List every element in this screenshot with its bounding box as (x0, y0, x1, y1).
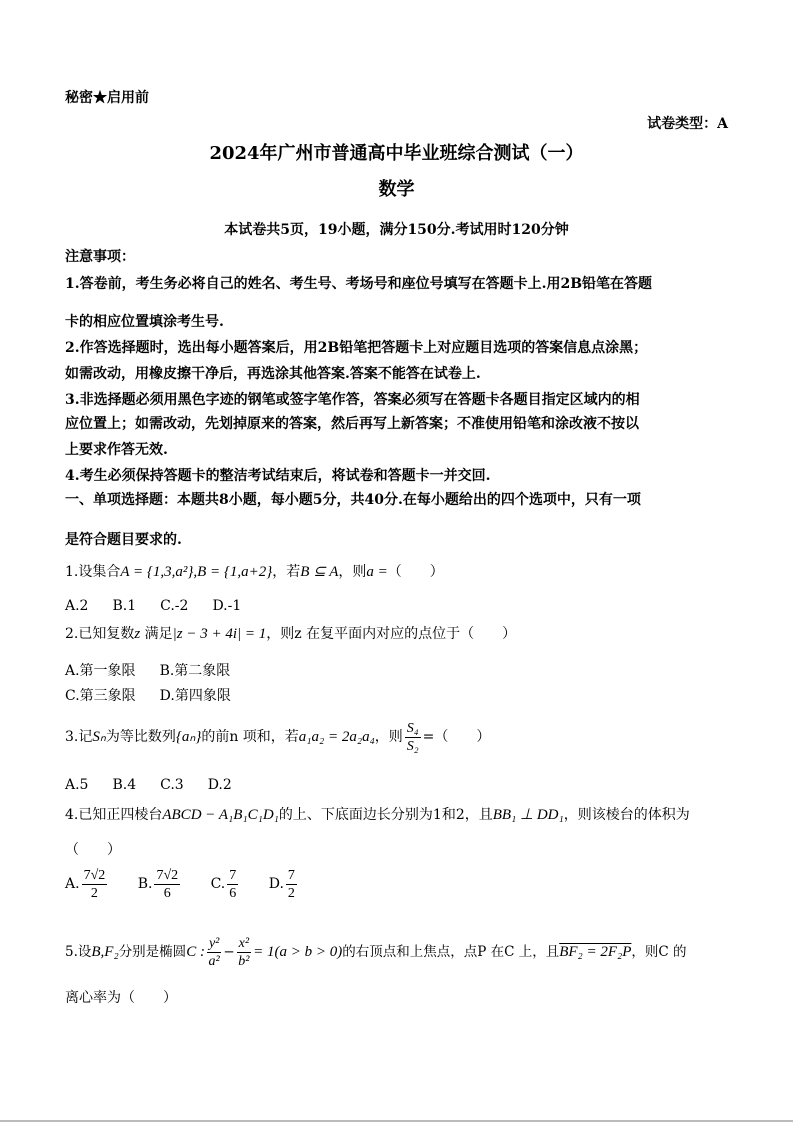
q4-text: 的上、下底面边长分别为1和2，且 (278, 807, 493, 823)
q5-math: = 1(a > b > 0) (253, 944, 343, 960)
q4-math: ABCD − A₁B₁C₁D₁ (162, 807, 279, 823)
option-a[interactable]: A.5 (65, 777, 89, 793)
numerator: y² (208, 936, 220, 951)
denominator: 6 (229, 885, 237, 901)
denominator: 2 (287, 885, 295, 901)
q3-math: Sₙ (92, 729, 106, 745)
option-d[interactable]: D.-1 (212, 598, 242, 614)
q1-text: （ ） (387, 564, 444, 580)
question-3 (65, 719, 490, 755)
q5-math: B,F₂ (91, 944, 119, 960)
option-c[interactable]: C.3 (160, 777, 184, 793)
q1-math: a = (366, 564, 388, 580)
option-label: A. (65, 876, 80, 892)
q2-options (65, 687, 255, 705)
notice-line: 应位置上；如需改动，先划掉原来的答案，然后再写上新答案；不准使用铅笔和涂改液不按以 (65, 416, 639, 432)
q2-options (65, 662, 254, 680)
paper-type: 试卷类型：A (647, 116, 728, 132)
q5-text: ，则C 的 (631, 944, 687, 960)
fraction (82, 867, 108, 902)
section-heading-cont: 是符合题目要求的. (65, 532, 182, 548)
q5-cont: 离心率为（ ） (65, 990, 177, 1006)
numerator: S₄ (406, 720, 419, 736)
q2-math: |z − 3 + 4i| = 1 (172, 626, 267, 642)
fraction (207, 935, 221, 970)
numerator: 7√2 (83, 867, 106, 883)
q2-text: ，则z 在复平面内对应的点位于（ ） (266, 626, 517, 642)
q1-text: ，若 (272, 564, 301, 580)
option-a[interactable]: A.第一象限 (65, 663, 136, 679)
q2-text: 满足 (140, 626, 173, 642)
q3-math: a₁a₂ = 2a₂a₄ (298, 729, 375, 745)
secret-label: 秘密★启用前 (65, 90, 149, 106)
question-5 (65, 934, 687, 970)
option-b[interactable]: B.4 (112, 777, 137, 793)
option-label: D. (268, 876, 284, 892)
option-b[interactable] (138, 866, 182, 902)
notice-line: 卡的相应位置填涂考生号. (65, 314, 224, 330)
q1-text: 1.设集合 (65, 564, 121, 580)
q2-text: 2.已知复数 (65, 626, 135, 642)
q5-vector-math: BF₂ = 2F₂P (559, 944, 632, 960)
option-c[interactable]: C.第三象限 (65, 688, 136, 704)
option-b[interactable]: B.1 (112, 598, 137, 614)
denominator: 2 (90, 885, 98, 901)
q1-math: A = {1,3,a²},B = {1,a+2} (120, 564, 273, 580)
q5-text: 的右顶点和上焦点，点P 在C 上，且 (342, 944, 560, 960)
section-heading: 一、单项选择题：本题共8小题，每小题5分，共40分.在每小题给出的四个选项中，只有一项 (65, 492, 641, 508)
notice-line: 如需改动，用橡皮擦干净后，再选涂其他答案.答案不能答在试卷上. (65, 366, 481, 382)
notice-line: 4.考生必须保持答题卡的整洁考试结束后，将试卷和答题卡一并交回. (65, 468, 491, 484)
q4-text: ，则该棱台的体积为 (563, 807, 690, 823)
q1-math: B ⊆ A (300, 564, 339, 580)
option-d[interactable]: D.2 (207, 777, 232, 793)
denominator: b² (238, 954, 250, 969)
q3-text: 3.记 (65, 729, 93, 745)
exam-info: 本试卷共5页，19小题，满分150分.考试用时120分钟 (224, 222, 569, 238)
q3-text: 为等比数列 (105, 729, 176, 745)
option-label: B. (137, 876, 153, 892)
q3-text: 的前n 项和，若 (201, 729, 299, 745)
q4-answer-paren: （ ） (65, 842, 121, 858)
option-d[interactable] (269, 866, 299, 902)
q5-math: C : (186, 944, 205, 960)
option-d[interactable]: D.第四象限 (159, 688, 231, 704)
q5-text: 分别是椭圆 (118, 944, 187, 960)
option-a[interactable]: A.2 (65, 598, 89, 614)
numerator: 7 (287, 867, 295, 883)
q3-text: ，则 (374, 729, 403, 745)
option-a[interactable] (65, 866, 109, 902)
denominator: a² (208, 954, 220, 969)
q2-math: z (134, 626, 141, 642)
q4-options (65, 866, 323, 902)
q3-math: {aₙ} (175, 729, 202, 745)
fraction (286, 867, 297, 902)
q1-options (65, 597, 265, 615)
denominator: S₂ (406, 738, 419, 754)
notice-line: 1.答卷前，考生务必将自己的姓名、考生号、考场号和座位号填写在答题卡上.用2B铅笔在答题 (65, 276, 653, 292)
numerator: 7 (229, 867, 237, 883)
q1-text: ，则 (338, 564, 367, 580)
q3-text: =（ ） (422, 729, 491, 745)
subject-title: 数学 (378, 179, 415, 200)
option-c[interactable] (211, 866, 241, 902)
page-title: 2024年广州市普通高中毕业班综合测试（一） (209, 143, 584, 164)
q3-fraction (405, 720, 421, 755)
question-2 (65, 625, 516, 643)
q4-text: 4.已知正四棱台 (65, 807, 163, 823)
notice-heading: 注意事项： (65, 249, 135, 265)
q4-math: BB₁ ⊥ DD₁ (492, 807, 564, 823)
notice-line: 上要求作答无效. (65, 442, 168, 458)
fraction (227, 867, 238, 902)
fraction (154, 867, 180, 902)
numerator: 7√2 (156, 867, 179, 883)
question-4 (65, 806, 690, 824)
q3-options (65, 776, 256, 794)
question-1 (65, 563, 444, 581)
notice-line: 3.非选择题必须用黑色字迹的钢笔或签字笔作答，答案必须写在答题卡各题目指定区域内的相 (65, 392, 640, 408)
numerator: x² (238, 936, 250, 951)
option-label: C. (210, 876, 226, 892)
option-b[interactable]: B.第二象限 (159, 663, 231, 679)
notice-line: 2.作答选择题时，选出每小题答案后，用2B铅笔把答题卡上对应题目选项的答案信息点涂黑； (65, 340, 648, 356)
denominator: 6 (163, 885, 171, 901)
q5-text: 5.设 (65, 944, 92, 960)
q5-math: − (223, 944, 235, 960)
fraction (237, 935, 251, 970)
option-c[interactable]: C.-2 (160, 598, 189, 614)
